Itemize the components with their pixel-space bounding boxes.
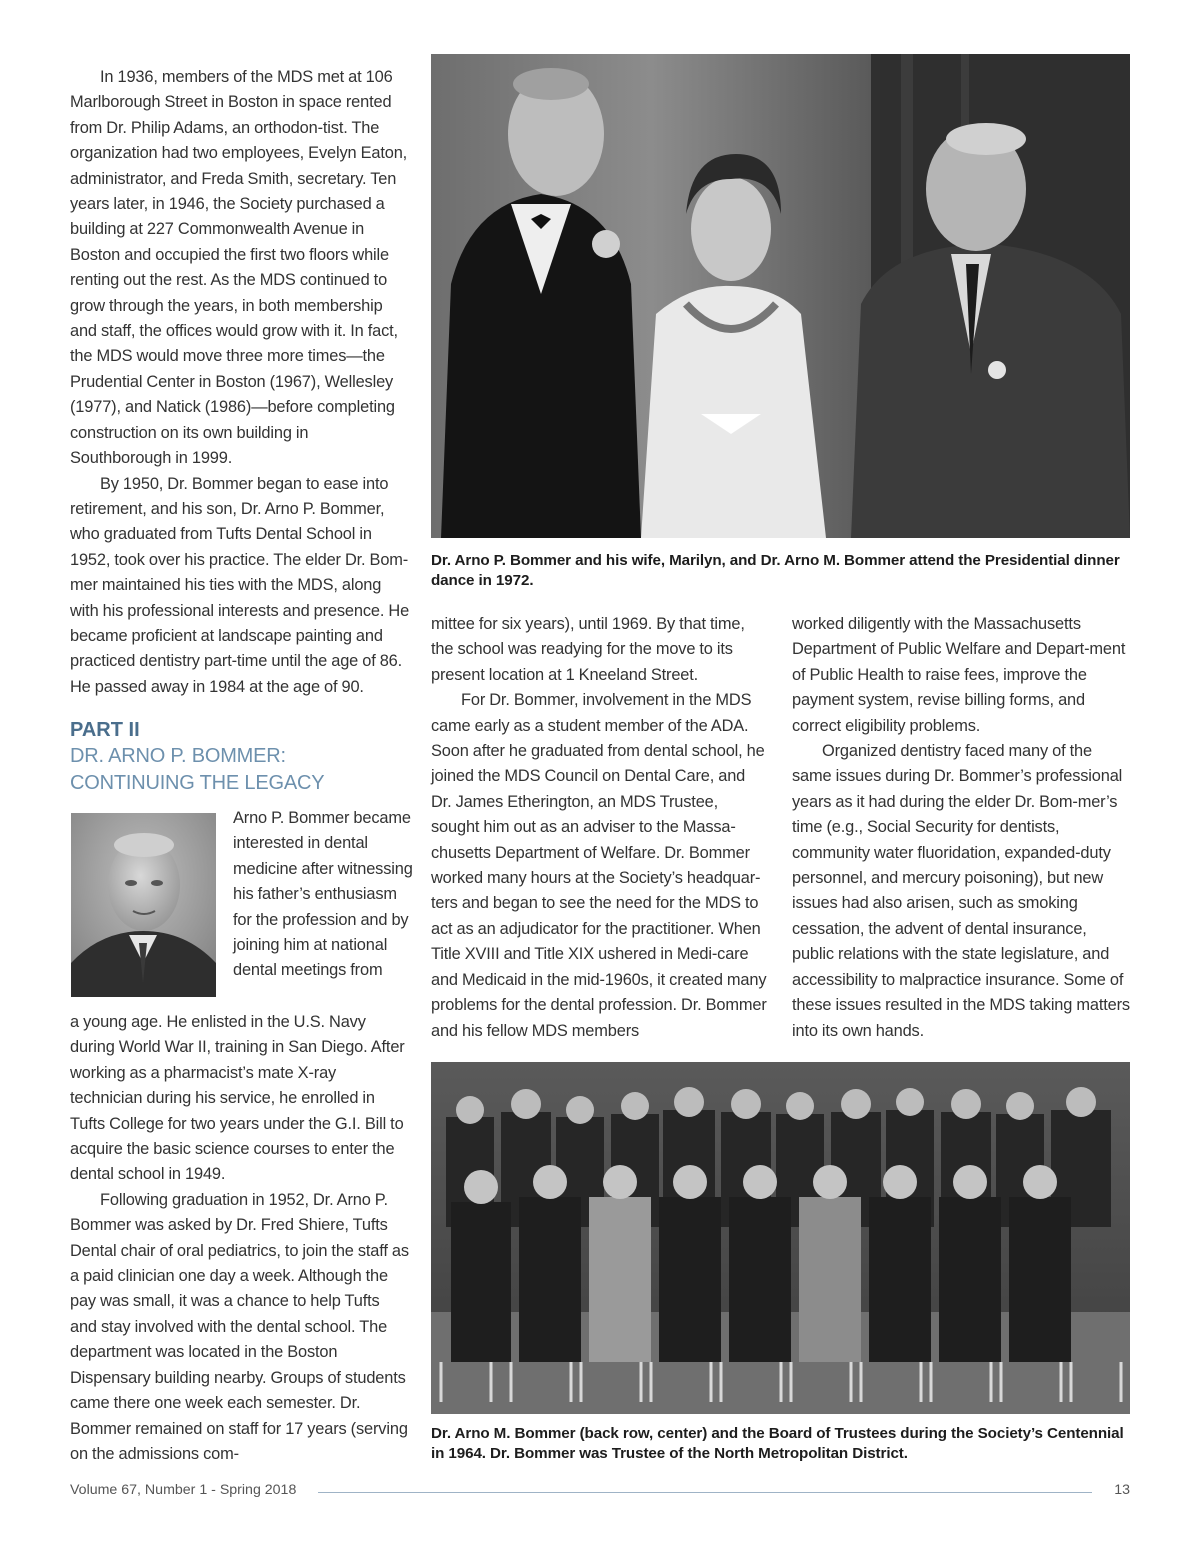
paragraph: mittee for six years), until 1969. By that time, the school was readying for the move to its present location at 1 Kneeland Street. <box>431 615 745 684</box>
page-number: 13 <box>1114 1482 1130 1498</box>
page-footer <box>70 1480 1130 1504</box>
bottom-photo-caption: Dr. Arno M. Bommer (back row, center) and the Board of Trustees during the Society’s Centennial in 1964. Dr. Bommer was Trustee of the North Metropolitan District. <box>431 1425 1124 1462</box>
middle-column-text <box>431 612 767 1044</box>
paragraph: Following graduation in 1952, Dr. Arno P. Bommer was asked by Dr. Fred Shiere, Tufts Dental chair of oral pediatrics, to join the staff as a paid clinician one day a week. Although the pay was small, it was a chance to help Tufts and stay involved with the dental school. The department was located in the Boston Dispensary building nearby. Groups of students came there one week each semester. Dr. Bommer remained on staff for 17 years (serving on the admissions com- <box>70 1190 409 1463</box>
portrait-wrap-text <box>233 806 413 984</box>
footer-divider <box>318 1492 1092 1493</box>
dinner-dance-photo <box>431 54 1130 538</box>
part-label: PART II <box>70 719 140 741</box>
portrait-photo <box>71 813 216 997</box>
section-subtitle-line2: CONTINUING THE LEGACY <box>70 772 325 794</box>
paragraph: Arno P. Bommer became interested in dental medicine after witnessing his father’s enthusiasm for the profession and by joining him at national dental meetings from <box>233 809 413 980</box>
right-column-text <box>792 612 1132 1044</box>
section-heading <box>70 717 410 797</box>
paragraph: In 1936, members of the MDS met at 106 Marlborough Street in Boston in space rented from Dr. Philip Adams, an orthodon-tist. The organization had two employees, Evelyn Eaton, administrator, and Freda Smith, secretary. Ten years later, in 1946, the Society purchased a building at 227 Commonwealth Avenue in Boston and occupied the first two floors while renting out the rest. As the MDS continued to grow through the years, in both membership and staff, the offices would grow with it. In fact, the MDS would move three more times—the Prudential Center in Boston (1967), Wellesley (1977), and Natick (1986)—before completing construction on its own building in Southborough in 1999. <box>70 68 408 468</box>
bottom-photo <box>431 1062 1130 1414</box>
top-photo <box>431 54 1130 538</box>
section-subtitle-line1: DR. ARNO P. BOMMER: <box>70 745 286 767</box>
board-of-trustees-photo <box>431 1062 1130 1414</box>
paragraph: By 1950, Dr. Bommer began to ease into retirement, and his son, Dr. Arno P. Bommer, who graduated from Tufts Dental School in 1952, took over his practice. The elder Dr. Bom-mer maintained his ties with the MDS, along with his professional interests and presence. He became proficient at landscape painting and practiced dentistry part-time until the age of 86. He passed away in 1984 at the age of 90. <box>70 474 410 696</box>
portrait-illustration <box>71 813 216 997</box>
issue-info: Volume 67, Number 1 - Spring 2018 <box>70 1482 297 1498</box>
top-photo-caption: Dr. Arno P. Bommer and his wife, Marilyn, and Dr. Arno M. Bommer attend the Presidential dinner dance in 1972. <box>431 552 1120 589</box>
left-column-text <box>70 65 410 700</box>
paragraph: Organized dentistry faced many of the same issues during Dr. Bommer’s professional years as it had during the elder Dr. Bom-mer’s time (e.g., Social Security for dentists, community water fluoridation, expanded-duty personnel, and mercury poisoning), but new issues had also arisen, such as smoking cessation, the advent of dental insurance, public relations with the state legislature, and accessibility to malpractice insurance. Some of these issues resulted in the MDS taking matters into its own hands. <box>792 742 1130 1040</box>
paragraph: worked diligently with the Massachusetts Department of Public Welfare and Depart-ment of Public Health to raise fees, improve the payment system, revise billing forms, and correct eligibility problems. <box>792 615 1126 735</box>
paragraph: For Dr. Bommer, involvement in the MDS came early as a student member of the ADA. Soon after he graduated from dental school, he joined the MDS Council on Dental Care, and Dr. James Etherington, an MDS Trustee, sought him out as an adviser to the Massa-chusetts Department of Welfare. Dr. Bommer worked many hours at the Society’s headquar-ters and began to see the need for the MDS to act as an adjudicator for the practitioner. When Title XVIII and Title XIX ushered in Medi-care and Medicaid in the mid-1960s, it created many problems for the dental profession. Dr. Bommer and his fellow MDS members <box>431 691 767 1040</box>
continued-text <box>70 1010 410 1467</box>
paragraph: a young age. He enlisted in the U.S. Navy during World War II, training in San Diego. After working as a pharmacist’s mate X-ray technician during his service, he enrolled in Tufts College for two years under the G.I. Bill to acquire the basic science courses to enter the dental school in 1949. <box>70 1013 405 1184</box>
